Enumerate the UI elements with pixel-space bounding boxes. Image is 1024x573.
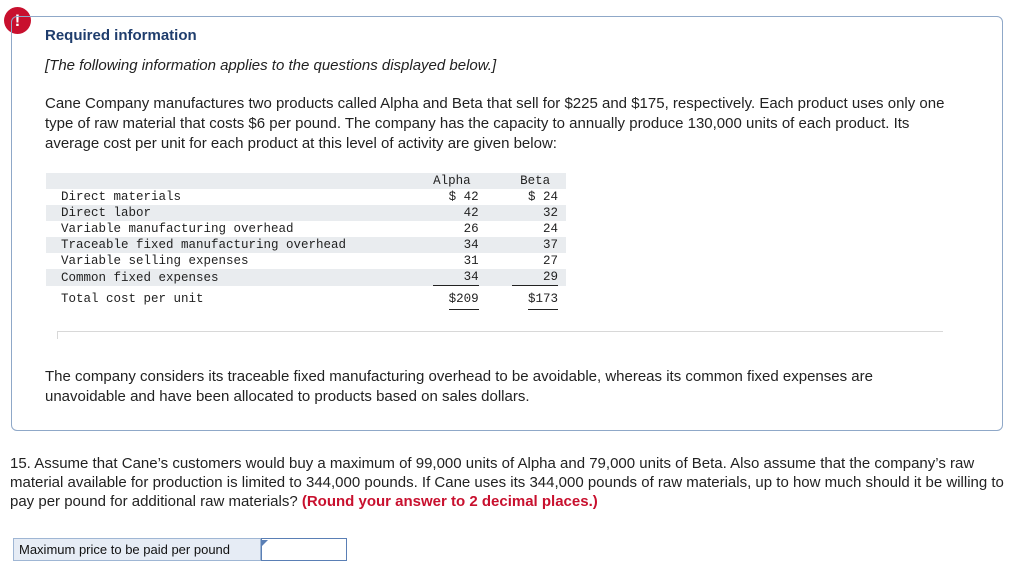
problem-intro-text: Cane Company manufactures two products called Alpha and Beta that sell for $225 and $175, respectively. Each product uses only one type of raw material that costs $6 per pound. The company has the capacity to annually produce 130,000 units of each product. Its average cost per unit for each product at this level of activity are given below: — [45, 95, 945, 152]
table-row — [46, 205, 566, 221]
alpha-value: 31 — [463, 254, 479, 268]
alert-icon: ! — [4, 7, 31, 34]
column-header-alpha: Alpha — [413, 173, 490, 189]
row-label: Direct materials — [61, 190, 182, 204]
row-label: Direct labor — [46, 205, 413, 221]
alpha-value: 26 — [463, 222, 479, 236]
beta-value: 27 — [542, 254, 558, 268]
question-15 — [10, 454, 1010, 511]
answer-label: Maximum price to be paid per pound — [13, 538, 261, 561]
alpha-total: $209 — [449, 289, 479, 310]
cost-per-unit-table — [46, 173, 566, 312]
beta-value: 32 — [504, 205, 566, 221]
table-row — [46, 269, 566, 286]
question-text: 15. Assume that Cane’s customers would buy a maximum of 99,000 units of Alpha and 79,000 units of Beta. Also assume that the company’s raw material available for production is limited to 344,000 pounds. If Cane uses its 344,000 pounds of raw materials, up to how much should it be willing to pay per pound for additional raw materials? — [10, 455, 1004, 510]
beta-value: 37 — [504, 237, 566, 253]
alpha-value: 34 — [433, 269, 479, 286]
table-header-row — [46, 173, 566, 189]
table-row — [46, 237, 566, 253]
required-information-subtitle: [The following information applies to the questions displayed below.] — [45, 57, 497, 74]
row-label: Common fixed expenses — [46, 269, 413, 286]
beta-value: 29 — [512, 269, 558, 286]
beta-value: $ 24 — [527, 190, 558, 204]
maximum-price-input[interactable] — [261, 538, 347, 561]
table-divider — [57, 331, 943, 332]
column-header-beta: Beta — [504, 173, 566, 189]
row-label: Variable selling expenses — [61, 254, 249, 268]
total-label: Total cost per unit — [61, 292, 204, 306]
avoidability-note: The company considers its traceable fixed manufacturing overhead to be avoidable, whereas its common fixed expenses are unavoidable and have been allocated to products based on sales dollars. — [45, 368, 873, 405]
alpha-value: $ 42 — [448, 190, 479, 204]
answer-row — [13, 538, 347, 561]
required-information-title: Required information — [45, 27, 197, 44]
row-label: Variable manufacturing overhead — [61, 222, 294, 236]
table-row — [46, 221, 566, 237]
beta-total: $173 — [528, 289, 558, 310]
table-row — [46, 253, 566, 269]
alpha-value: 34 — [413, 237, 490, 253]
table-row — [46, 189, 566, 205]
input-corner-marker — [261, 540, 268, 547]
total-row — [46, 286, 566, 312]
rounding-instruction: (Round your answer to 2 decimal places.) — [301, 493, 598, 510]
row-label: Traceable fixed manufacturing overhead — [46, 237, 413, 253]
alpha-value: 42 — [413, 205, 490, 221]
table-divider-tick — [57, 331, 58, 339]
beta-value: 24 — [542, 222, 558, 236]
